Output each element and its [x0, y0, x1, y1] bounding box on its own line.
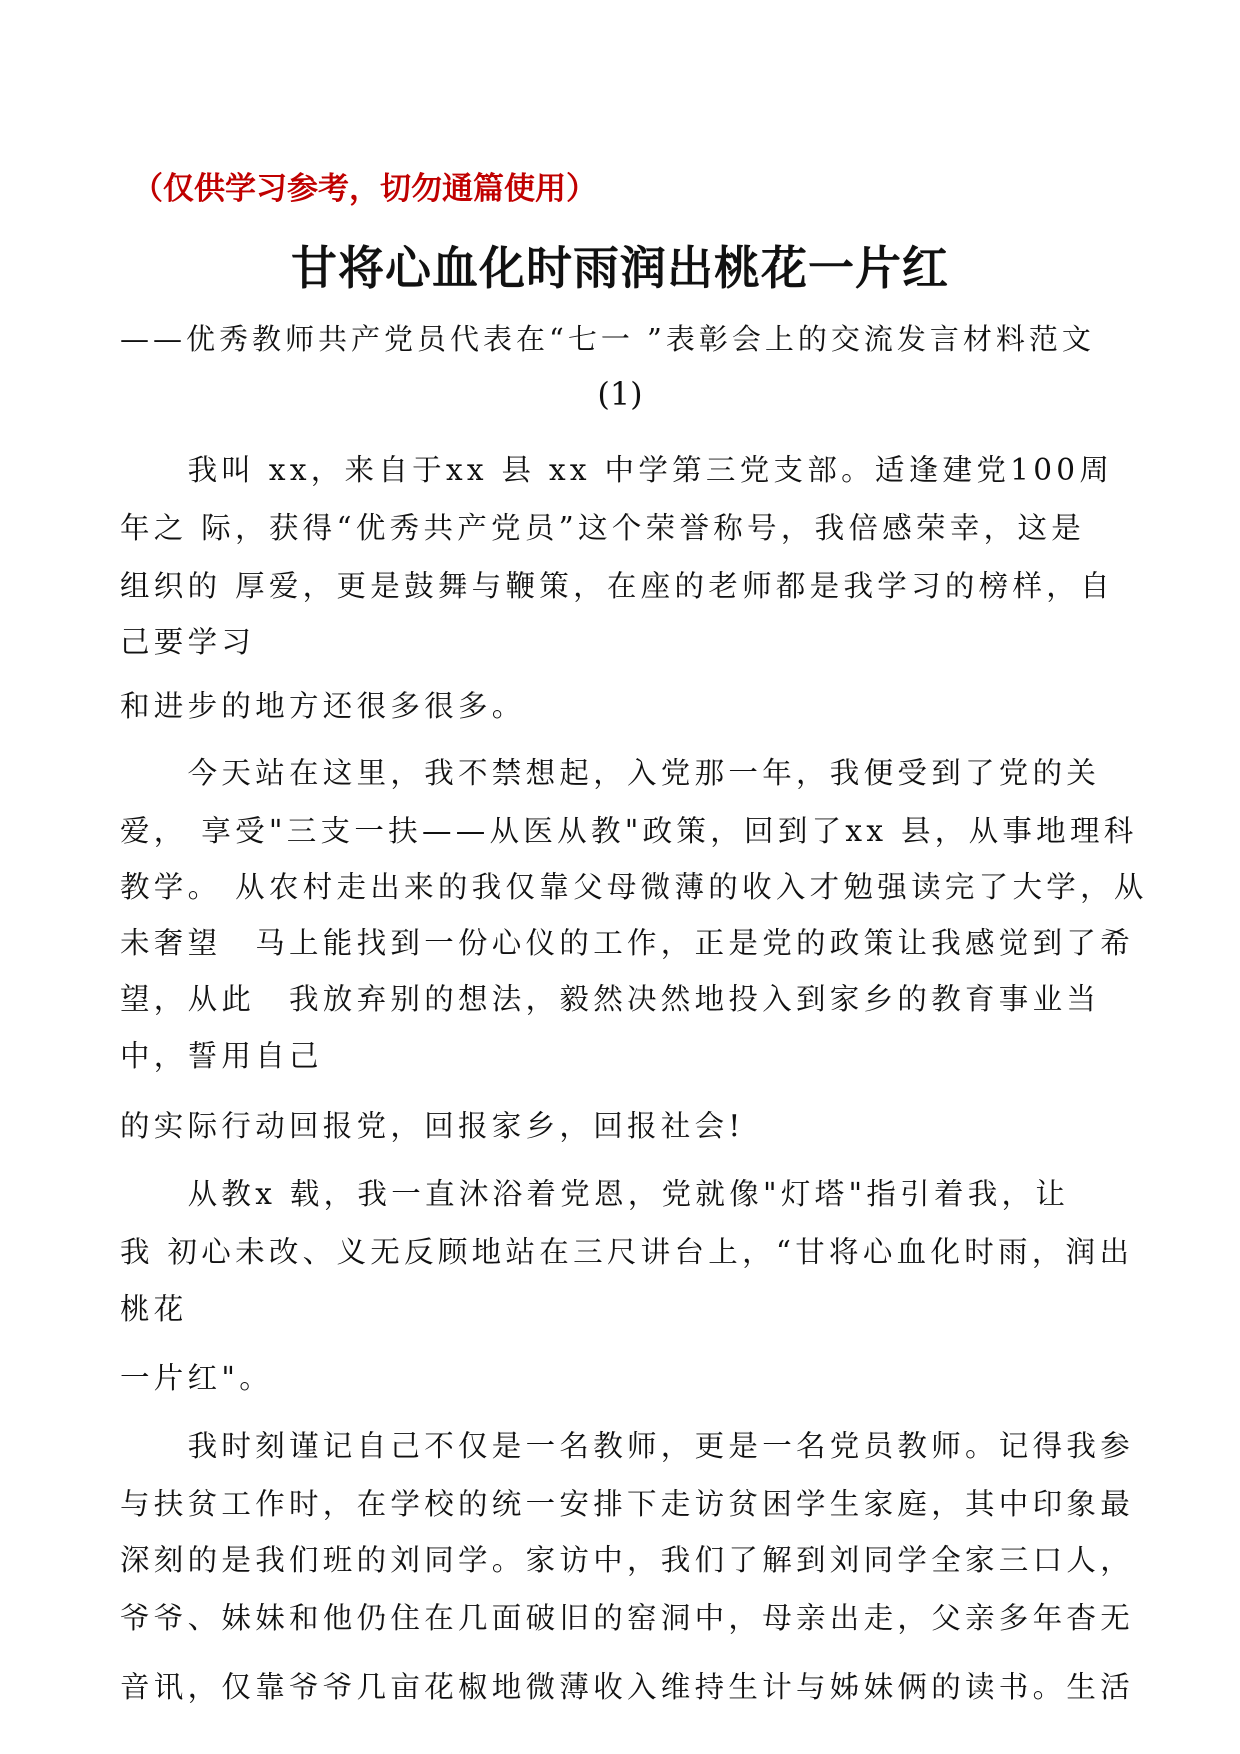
- body-line: 我 初心未改、义无反顾地站在三尺讲台上，“甘将心血化时雨，润出: [120, 1235, 1134, 1269]
- body-line: 教学。 从农村走出来的我仅靠父母微薄的收入才勉强读完了大学，从: [120, 870, 1148, 904]
- document-subtitle: ——优秀教师共产党员代表在“七一 ”表彰会上的交流发言材料范文: [120, 322, 1095, 356]
- body-line: 望，从此 我放弃别的想法，毅然决然地投入到家乡的教育事业当: [120, 982, 1101, 1016]
- body-line: 与扶贫工作时，在学校的统一安排下走访贫困学生家庭，其中印象最: [120, 1487, 1135, 1521]
- body-line: 组织的 厚爱，更是鼓舞与鞭策，在座的老师都是我学习的榜样，自: [120, 569, 1114, 603]
- body-line: 爱， 享受"三支一扶——从医从教"政策，回到了xx 县，从事地理科: [120, 814, 1138, 848]
- body-line: 爷爷、妹妹和他仍住在几面破旧的窑洞中，母亲出走，父亲多年杳无: [120, 1601, 1135, 1635]
- document-title: 甘将心血化时雨润出桃花一片红: [291, 241, 949, 295]
- body-line: 中，誓用自己: [120, 1039, 323, 1073]
- subtitle-number: (1): [597, 375, 643, 413]
- body-line: 深刻的是我们班的刘同学。家访中，我们了解到刘同学全家三口人，: [120, 1543, 1135, 1577]
- usage-notice: （仅供学习参考，切勿通篇使用）: [132, 171, 597, 207]
- body-line: 的实际行动回报党，回报家乡，回报社会!: [120, 1109, 745, 1143]
- body-line: 今天站在这里，我不禁想起，入党那一年，我便受到了党的关: [120, 756, 1101, 790]
- body-line: 从教x 载，我一直沐浴着党恩，党就像"灯塔"指引着我，让: [120, 1177, 1070, 1211]
- body-line: 未奢望 马上能找到一份心仪的工作，正是党的政策让我感觉到了希: [120, 926, 1135, 960]
- body-line: 我时刻谨记自己不仅是一名教师，更是一名党员教师。记得我参: [120, 1429, 1135, 1463]
- body-line: 我叫 xx，来自于xx 县 xx 中学第三党支部。适逢建党100周: [120, 453, 1114, 487]
- body-line: 和进步的地方还很多很多。: [120, 689, 526, 723]
- body-line: 一片红"。: [120, 1361, 274, 1395]
- body-line: 桃花: [120, 1292, 188, 1326]
- body-line: 年之 际，获得“优秀共产党员”这个荣誉称号，我倍感荣幸，这是: [120, 511, 1086, 545]
- body-line: 音讯，仅靠爷爷几亩花椒地微薄收入维持生计与姊妹俩的读书。生活: [120, 1670, 1135, 1704]
- body-line: 己要学习: [120, 625, 256, 659]
